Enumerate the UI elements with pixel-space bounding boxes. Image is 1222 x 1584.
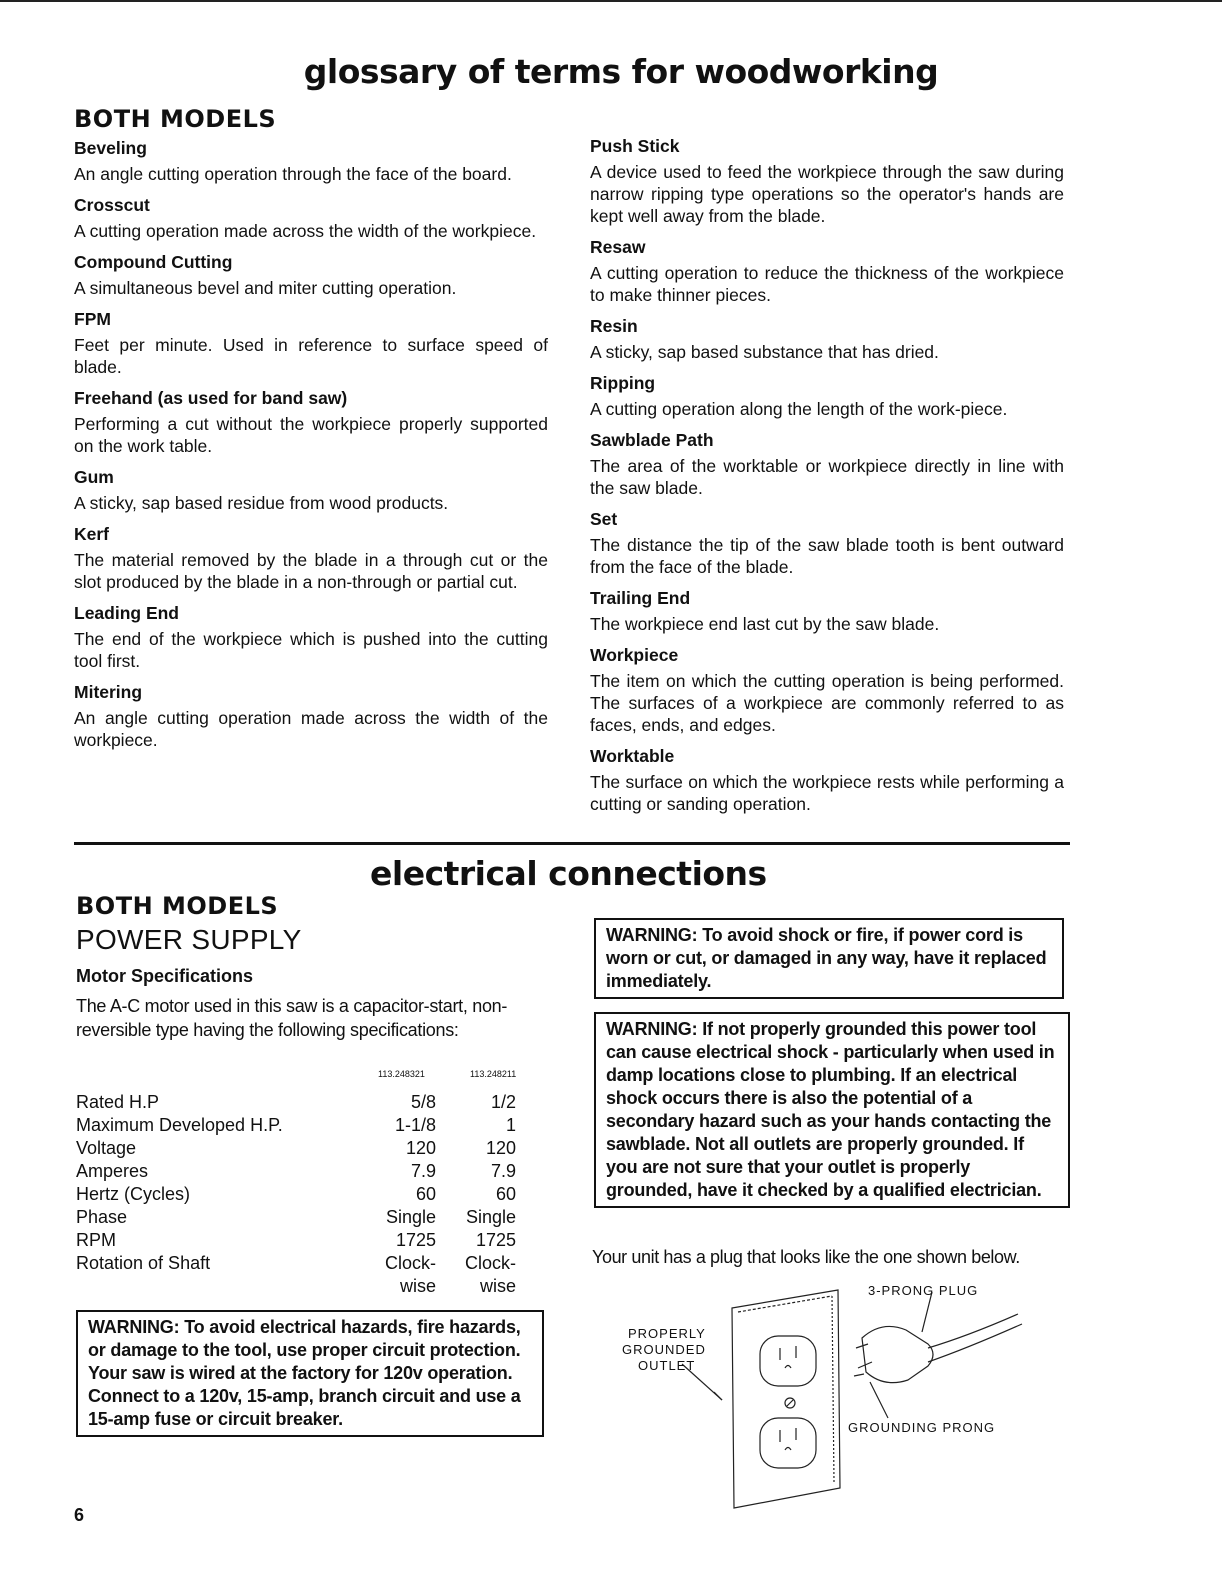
glossary-entry [74,467,548,514]
glossary-definition: Feet per minute. Used in reference to surface speed of blade. [74,335,548,377]
glossary-definition: The material removed by the blade in a through cut or the slot produced by the blade in a non-through or partial cut. [74,550,548,592]
outlet-plug-figure [610,1278,1050,1528]
glossary-entry [74,309,548,378]
spec-value-b: wise [479,1276,516,1296]
spec-value-b: Clock- [464,1253,516,1273]
spec-value-a: 1-1/8 [394,1115,436,1135]
plug-body [862,1326,933,1382]
model-b-heading: 113.248211 [470,1069,517,1079]
glossary-term: Freehand (as used for band saw) [74,388,348,408]
spec-row [76,1252,516,1275]
glossary-term: Ripping [590,373,656,393]
glossary-entry [590,746,1064,815]
spec-row [76,1229,516,1252]
glossary-term: Push Stick [590,136,680,156]
glossary-entry [74,195,548,242]
glossary-entry [590,645,1064,736]
glossary-definition: An angle cutting operation through the face of the board. [74,164,512,184]
glossary-term: Resin [590,316,638,336]
glossary-definition: An angle cutting operation made across the width of the workpiece. [74,708,548,750]
electrical-section-label: BOTH MODELS [76,892,279,920]
spec-label: RPM [76,1230,116,1250]
label-3-prong-plug: 3-PRONG PLUG [868,1283,979,1298]
glossary-term: Kerf [74,524,110,544]
lower-receptacle [760,1418,816,1468]
glossary-definition: A cutting operation to reduce the thickness of the workpiece to make thinner pieces. [590,263,1064,305]
spec-row [76,1091,516,1114]
page-number: 6 [74,1505,85,1525]
glossary-definition: A cutting operation made across the width of the workpiece. [74,221,537,241]
model-a-heading: 113.248321 [378,1069,425,1079]
label-outlet-3: OUTLET [638,1358,696,1373]
glossary-definition: Performing a cut without the workpiece properly supported on the work table. [74,414,548,456]
spec-row [76,1160,516,1183]
spec-label: Rotation of Shaft [76,1253,211,1273]
glossary-term: Mitering [74,682,143,702]
spec-value-a: 120 [405,1138,436,1158]
glossary-entry [590,430,1064,499]
upper-receptacle [760,1336,816,1386]
motor-description: The A-C motor used in this saw is a capacitor-start, non-reversible type having the following specifications: [76,996,508,1040]
spec-row [76,1206,516,1229]
warning-grounding: WARNING: If not properly grounded this power tool can cause electrical shock - particularly when used in damp locations close to plumbing. If an electrical shock occurs there is also the potential of a secondary hazard such as your hands contacting the sawblade. Not all outlets are properly grounded. If you are not sure that your outlet is properly grounded, have it checked by a qualified electrician. [594,1012,1070,1208]
glossary-entry [590,237,1064,306]
glossary-term: Leading End [74,603,179,623]
spec-value-b: 60 [495,1184,516,1204]
spec-value-a: 1725 [395,1230,436,1250]
spec-value-a: 60 [415,1184,436,1204]
glossary-definition: The distance the tip of the saw blade tooth is bent outward from the face of the blade. [590,535,1064,577]
glossary-definition: The area of the worktable or workpiece directly in line with the saw blade. [590,456,1064,498]
spec-label: Phase [76,1207,128,1227]
spec-label: Amperes [76,1161,149,1181]
glossary-term: Resaw [590,237,646,257]
glossary-definition: A sticky, sap based substance that has dried. [590,342,939,362]
label-outlet-1: PROPERLY [628,1326,706,1341]
spec-label: Rated H.P [76,1092,160,1112]
glossary-left-column [74,138,548,761]
warning-circuit-protection: WARNING: To avoid electrical hazards, fire hazards, or damage to the tool, use proper circuit protection. Your saw is wired at the factory for 120v operation. Connect to a 120v, 15-amp, branch circuit and use a 15-amp fuse or circuit breaker. [76,1310,544,1437]
power-supply-heading: POWER SUPPLY [76,924,302,955]
spec-value-b: 7.9 [490,1161,516,1181]
glossary-entry [590,373,1064,420]
spec-value-b: 1 [505,1115,516,1135]
spec-row [76,1183,516,1206]
spec-value-a: Single [385,1207,436,1227]
spec-label: Voltage [76,1138,137,1158]
glossary-term: FPM [74,309,111,329]
glossary-entry [74,603,548,672]
glossary-section-label: BOTH MODELS [74,105,277,133]
spec-row [76,1137,516,1160]
spec-value-b: 1725 [475,1230,516,1250]
spec-value-a: 5/8 [410,1092,436,1112]
glossary-definition: A simultaneous bevel and miter cutting operation. [74,278,457,298]
spec-label: Hertz (Cycles) [76,1184,191,1204]
glossary-term: Trailing End [590,588,691,608]
spec-value-a: wise [399,1276,436,1296]
glossary-definition: The workpiece end last cut by the saw blade. [590,614,940,634]
glossary-entry [74,682,548,751]
glossary-entry [590,509,1064,578]
glossary-entry [74,252,548,299]
top-border [0,0,1222,2]
glossary-entry [590,316,1064,363]
glossary-term: Beveling [74,138,147,158]
spec-value-a: 7.9 [410,1161,436,1181]
glossary-entry [590,588,1064,635]
electrical-title: electrical connections [370,854,767,893]
spec-value-b: Single [465,1207,516,1227]
glossary-term: Workpiece [590,645,679,665]
warning-power-cord: WARNING: To avoid shock or fire, if power cord is worn or cut, or damaged in any way, have it replaced immediately. [594,918,1064,999]
glossary-term: Worktable [590,746,675,766]
glossary-definition: The surface on which the workpiece rests while performing a cutting or sanding operation. [590,772,1064,814]
spec-value-a: Clock- [384,1253,436,1273]
motor-specifications-heading: Motor Specifications [76,966,254,986]
motor-spec-table [76,1091,516,1298]
label-grounding-prong: GROUNDING PRONG [848,1420,996,1435]
spec-row [76,1275,516,1298]
label-outlet-2: GROUNDED [622,1342,706,1357]
glossary-definition: The end of the workpiece which is pushed into the cutting tool first. [74,629,548,671]
plug-note: Your unit has a plug that looks like the one shown below. [592,1247,1020,1267]
outlet-plate [732,1290,840,1508]
glossary-entry [590,136,1064,227]
glossary-term: Compound Cutting [74,252,233,272]
spec-row [76,1114,516,1137]
glossary-term: Set [590,509,618,529]
glossary-entry [74,524,548,593]
glossary-entry [74,388,548,457]
spec-value-b: 120 [485,1138,516,1158]
spec-value-b: 1/2 [490,1092,516,1112]
glossary-definition: A sticky, sap based residue from wood products. [74,493,449,513]
section-divider [74,842,1070,845]
glossary-title: glossary of terms for woodworking [303,52,939,91]
glossary-right-column [590,136,1064,825]
glossary-term: Sawblade Path [590,430,714,450]
glossary-entry [74,138,548,185]
glossary-definition: The item on which the cutting operation is being performed. The surfaces of a workpiece are commonly referred to as faces, ends, and edges. [590,671,1064,735]
glossary-definition: A cutting operation along the length of the work-piece. [590,399,1008,419]
glossary-definition: A device used to feed the workpiece through the saw during narrow ripping type operations so the operator's hands are kept well away from the blade. [590,162,1064,226]
spec-label: Maximum Developed H.P. [76,1115,283,1135]
glossary-term: Crosscut [74,195,150,215]
glossary-term: Gum [74,467,114,487]
